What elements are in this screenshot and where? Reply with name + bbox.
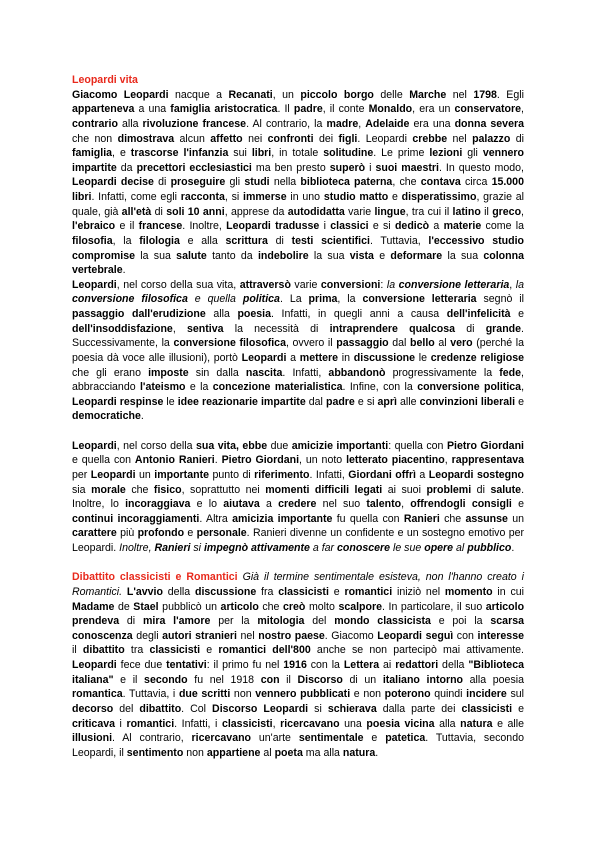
paragraph-spacer bbox=[72, 424, 524, 439]
paragraph-spacer bbox=[72, 556, 524, 571]
document-page bbox=[72, 73, 524, 760]
section-leopardi-vita bbox=[72, 73, 524, 88]
paragraph-dibattito-text: Già il termine sentimentale esisteva, non l'hanno creato i Romantici. L'avvio della discussione fra classicisti e romantici iniziò nel momento in cui Madame de Stael pubblicò un articolo che creò molto scalpore. In particolare, il suo articolo prendeva di mira l'amore per la mitologia del mondo classicista e poi la scarsa conoscenza degli autori stranieri nel nostro paese. Giacomo Leopardi seguì con interesse il dibattito tra classicisti e romantici dell'800 anche se non partecipò mai attivamente. Leopardi fece due tentativi: il primo fu nel 1916 con la Lettera ai redattori della "Biblioteca italiana" e il secondo fu nel 1918 con il Discorso di un italiano intorno alla poesia romantica. Tuttavia, i due scritti non vennero pubblicati e non poterono quindi incidere sul decorso del dibattito. Col Discorso Leopardi si schierava dalla parte dei classicisti e criticava i romantici. Infatti, i classicisti, ricercavano una poesia vicina alla natura e alle illusioni. Al contrario, ricercavano un'arte sentimentale e patetica. Tuttavia, secondo Leopardi, il sentimento non appartiene al poeta ma alla natura. bbox=[72, 571, 525, 759]
section-title-dibattito: Dibattito classicisti e Romantici bbox=[72, 571, 238, 584]
paragraph-dibattito bbox=[72, 570, 524, 760]
section-title-leopardi-vita: Leopardi vita bbox=[72, 74, 138, 86]
paragraph-biography: Giacomo Leopardi nacque a Recanati, un piccolo borgo delle Marche nel 1798. Egli apparteneva a una famiglia aristocratica. Il padre, il conte Monaldo, era un conservatore, contrario alla rivoluzione francese. Al contrario, la madre, Adelaide era una donna severa che non dimostrava alcun affetto nei confronti dei figli. Leopardi crebbe nel palazzo di famiglia, e trascorse l'infanzia sui libri, in totale solitudine. Le prime lezioni gli vennero impartite da precettori ecclesiastici ma ben presto superò i suoi maestri. In questo modo, Leopardi decise di proseguire gli studi nella biblioteca paterna, che contava circa 15.000 libri. Infatti, come egli racconta, si immerse in uno studio matto e disperatissimo, grazie al quale, già all'età di soli 10 anni, apprese da autodidatta varie lingue, tra cui il latino il greco, l'ebraico e il francese. Inoltre, Leopardi tradusse i classici e si dedicò a materie come la filosofia, la filologia e alla scrittura di testi scientifici. Tuttavia, l'eccessivo studio compromise la sua salute tanto da indebolire la sua vista e deformare la sua colonna vertebrale. bbox=[72, 88, 525, 277]
paragraph-conversions: Leopardi, nel corso della sua vita, attraversò varie conversioni: la conversione letteraria, la conversione filosofica e quella politica. La prima, la conversione letteraria segnò il passaggio dall'erudizione alla poesia. Infatti, in quegli anni a causa dell'infelicità e dell'insoddisfazione, sentiva la necessità di intraprendere qualcosa di grande. Successivamente, la conversione filosofica, ovvero il passaggio dal bello al vero (perché la poesia dà voce alle illusioni), portò Leopardi a mettere in discussione le credenze religiose che gli erano imposte sin dalla nascita. Infatti, abbandonò progressivamente la fede, abbracciando l'ateismo e la concezione materialistica. Infine, con la conversione politica, Leopardi respinse le idee reazionarie impartite dal padre e si aprì alle convinzioni liberali e democratiche. bbox=[72, 278, 525, 423]
paragraph-friendships: Leopardi, nel corso della sua vita, ebbe due amicizie importanti: quella con Pietro Giordani e quella con Antonio Ranieri. Pietro Giordani, un noto letterato piacentino, rappresentava per Leopardi un importante punto di riferimento. Infatti, Giordani offrì a Leopardi sostegno sia morale che fisico, soprattutto nei momenti difficili legati ai suoi problemi di salute. Inoltre, lo incoraggiava e lo aiutava a credere nel suo talento, offrendogli consigli e continui incoraggiamenti. Altra amicizia importante fu quella con Ranieri che assunse un carattere più profondo e personale. Ranieri divenne un confidente e un sostegno emotivo per Leopardi. Inoltre, Ranieri si impegnò attivamente a far conoscere le sue opere al pubblico. bbox=[72, 439, 525, 554]
